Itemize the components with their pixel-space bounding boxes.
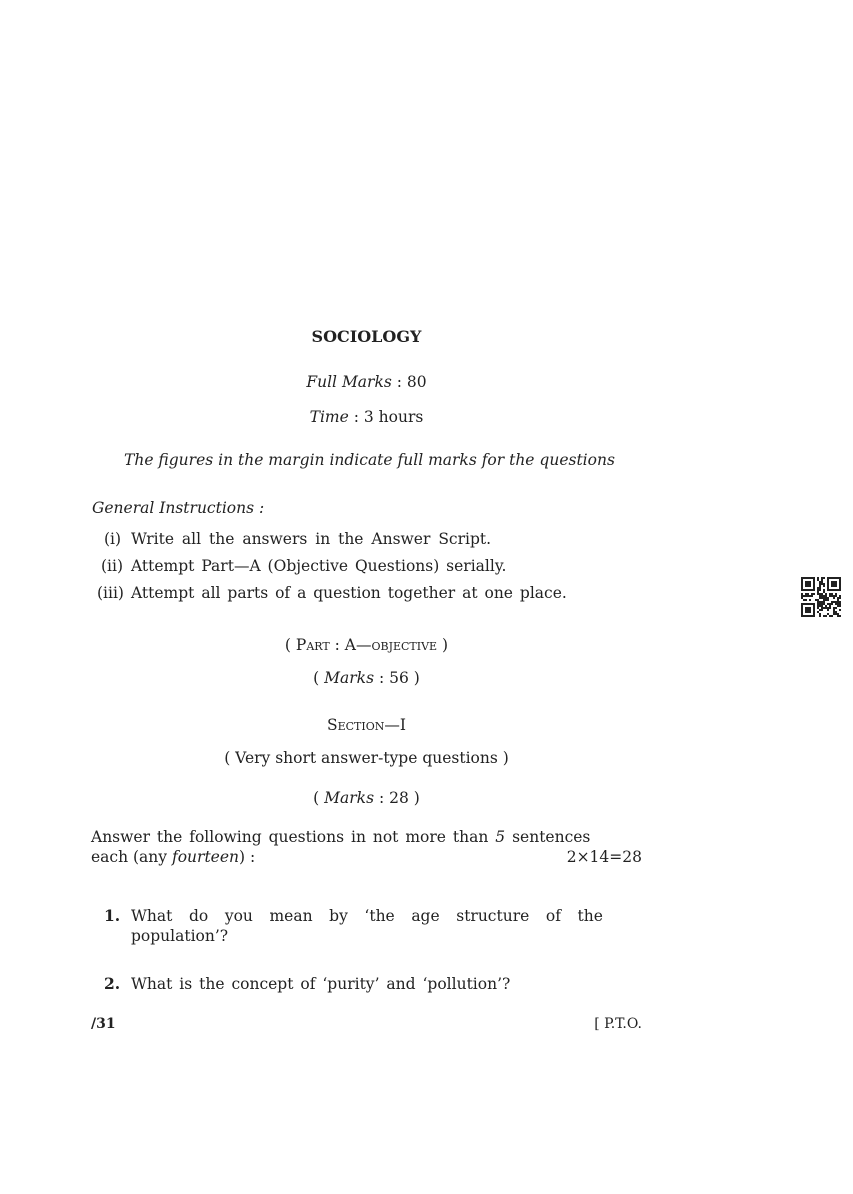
margin-note: The figures in the margin indicate full marks for the questions bbox=[124, 451, 615, 469]
section-heading: Section—I bbox=[326, 716, 406, 734]
instruction-item bbox=[97, 583, 567, 603]
full-marks bbox=[0, 372, 733, 392]
text: Answer the following questions in not more than bbox=[91, 828, 489, 846]
marks-value: 28 bbox=[389, 789, 409, 807]
question-number: 2. bbox=[104, 974, 121, 993]
instruction-item bbox=[104, 529, 492, 549]
word: age bbox=[411, 907, 440, 925]
marks-value: 56 bbox=[389, 669, 409, 687]
word: by bbox=[329, 907, 348, 925]
question-text-line1 bbox=[131, 906, 603, 926]
question-text-line2: population’? bbox=[131, 927, 229, 945]
word: ‘the bbox=[364, 907, 395, 925]
word: you bbox=[224, 907, 253, 925]
question-text: What is the concept of ‘purity’ and ‘pollution’? bbox=[131, 975, 511, 993]
time bbox=[0, 407, 733, 427]
marks-label: Marks bbox=[324, 789, 375, 807]
text: sentences bbox=[512, 828, 591, 846]
item-number: (ii) bbox=[101, 557, 124, 575]
emphasis: fourteen bbox=[171, 848, 240, 866]
section-total-marks: 2×14=28 bbox=[566, 848, 642, 866]
section-subheading: ( Very short answer-type questions ) bbox=[224, 749, 509, 767]
item-number: (iii) bbox=[97, 584, 124, 602]
number: 5 bbox=[495, 828, 506, 846]
section-marks: ( Marks : 28 ) bbox=[313, 789, 420, 807]
item-text: Attempt Part—A (Objective Questions) serially. bbox=[131, 557, 507, 575]
word: do bbox=[188, 907, 209, 925]
answer-instruction-line1 bbox=[91, 827, 590, 847]
text: each (any bbox=[91, 848, 168, 866]
word: structure bbox=[456, 907, 530, 925]
word: the bbox=[577, 907, 603, 925]
item-number: (i) bbox=[104, 530, 122, 548]
part-heading: ( Part : A—objective ) bbox=[284, 636, 449, 654]
word: of bbox=[545, 907, 561, 925]
instruction-item bbox=[101, 556, 507, 576]
page-code: /31 bbox=[91, 1016, 116, 1032]
time-label: Time bbox=[309, 408, 349, 426]
paper-title: SOCIOLOGY bbox=[311, 327, 422, 346]
question-number: 1. bbox=[104, 906, 121, 925]
full-marks-label: Full Marks bbox=[306, 373, 392, 391]
separator: : bbox=[348, 408, 364, 426]
answer-instruction-line2 bbox=[91, 847, 255, 867]
text: ) : bbox=[239, 848, 256, 866]
separator: : bbox=[391, 373, 407, 391]
word: What bbox=[131, 907, 173, 925]
pto-note: [ P.T.O. bbox=[594, 1016, 642, 1032]
qr-code bbox=[801, 577, 841, 617]
item-text: Attempt all parts of a question together at one place. bbox=[131, 584, 567, 602]
instructions-heading: General Instructions : bbox=[92, 499, 265, 517]
part-marks: ( Marks : 56 ) bbox=[313, 669, 420, 687]
marks-label: Marks bbox=[324, 669, 375, 687]
item-text: Write all the answers in the Answer Script. bbox=[131, 530, 492, 548]
time-value: 3 hours bbox=[363, 408, 424, 426]
full-marks-value: 80 bbox=[406, 373, 427, 391]
word: mean bbox=[269, 907, 313, 925]
